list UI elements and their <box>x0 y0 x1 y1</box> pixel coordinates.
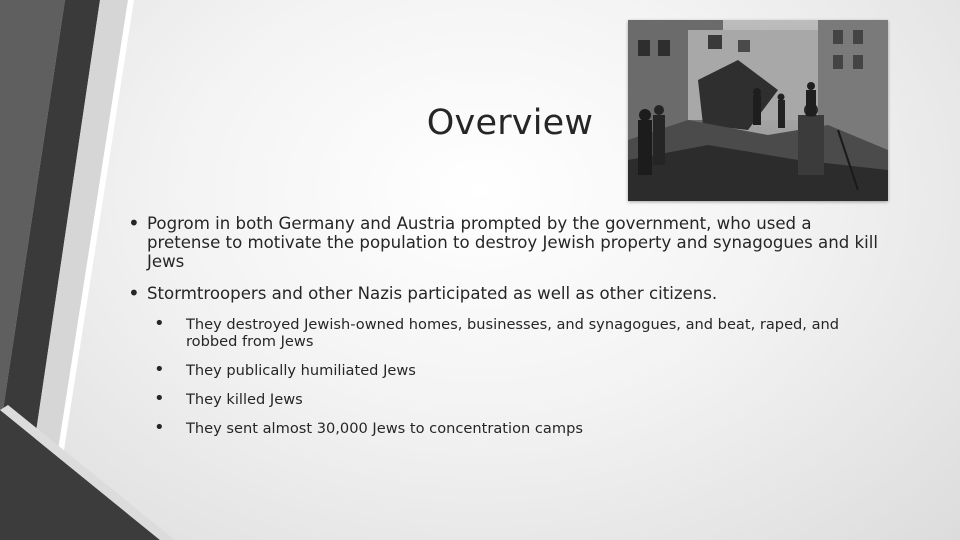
sub-bullet-text: They killed Jews <box>186 391 303 408</box>
bullet-item <box>128 211 888 271</box>
bullet-glyph: • <box>154 313 165 334</box>
sub-bullet-text: They sent almost 30,000 Jews to concentration camps <box>186 420 583 437</box>
sub-bullet-item <box>154 417 888 438</box>
bullet-glyph: • <box>128 211 140 235</box>
bullet-item <box>128 281 888 305</box>
sub-bullet-text: They publically humiliated Jews <box>186 362 416 379</box>
slide-title: Overview <box>426 103 594 143</box>
sub-bullet-item <box>154 313 888 350</box>
bullet-glyph: • <box>128 281 140 305</box>
bullet-text: Pogrom in both Germany and Austria prompted by the government, who used a pretense to motivate the population to destroy Jewish property and synagogues and kill Jews <box>147 214 878 271</box>
bullet-glyph: • <box>154 417 165 438</box>
bullet-glyph: • <box>154 359 165 380</box>
bullet-glyph: • <box>154 388 165 409</box>
sub-bullet-list <box>128 313 888 438</box>
sub-bullet-item <box>154 388 888 409</box>
sub-bullet-text: They destroyed Jewish-owned homes, businesses, and synagogues, and beat, raped, and robbed from Jews <box>186 316 840 350</box>
bullet-text: Stormtroopers and other Nazis participated as well as other citizens. <box>147 284 718 303</box>
sub-bullet-item <box>154 359 888 380</box>
bullet-list <box>128 211 888 449</box>
